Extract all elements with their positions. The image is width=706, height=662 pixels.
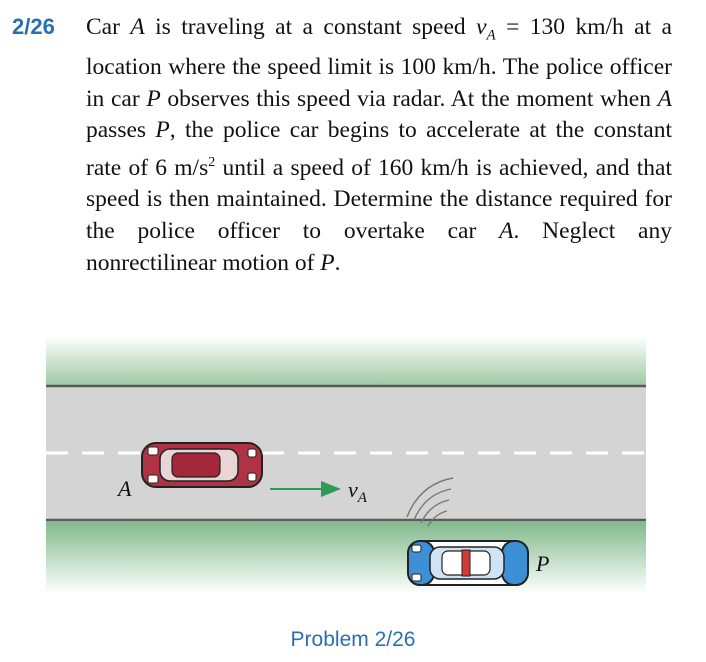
car-p-label: P <box>536 551 550 576</box>
car-p-symbol: P <box>155 117 170 144</box>
velocity-subscript: A <box>486 27 496 44</box>
car-a-symbol: A <box>130 14 145 40</box>
text-segment: is traveling at a constant speed <box>144 14 477 40</box>
figure-caption: Problem 2/26 <box>290 628 416 651</box>
text-segment: . <box>334 249 341 276</box>
grass-bottom <box>46 521 646 594</box>
car-a-symbol: A <box>657 85 672 112</box>
text-segment: . Neglect any nonrectilinear motion of <box>86 218 672 276</box>
text-segment: , the police car begins to accelerate at the constant rate of 6 m/s <box>86 117 672 181</box>
car-a-icon <box>142 443 262 487</box>
velocity-symbol: v <box>348 477 358 502</box>
problem-number: 2/26 <box>12 14 55 39</box>
problem-statement <box>86 12 672 279</box>
car-p-icon <box>408 541 528 585</box>
velocity-symbol: v <box>476 14 487 40</box>
text-segment: observes this speed via radar. At the moment when <box>160 85 658 112</box>
text-segment: passes <box>86 117 156 144</box>
velocity-subscript: A <box>357 490 367 506</box>
grass-top <box>46 336 646 386</box>
car-a-symbol: A <box>499 218 514 245</box>
car-p-symbol: P <box>146 85 161 112</box>
text-segment: Car <box>86 14 131 40</box>
text-segment: = 130 km/h at a location where the speed limit is 100 km/h. The police officer in car <box>86 14 672 112</box>
text-segment: until a speed of 160 km/h is achieved, and that speed is then maintained. Determine the distance required for the police officer to overtake car <box>86 154 672 245</box>
car-p-symbol: P <box>320 249 335 276</box>
exponent: 2 <box>208 155 216 171</box>
road-figure <box>46 336 646 594</box>
car-a-label: A <box>118 476 132 501</box>
